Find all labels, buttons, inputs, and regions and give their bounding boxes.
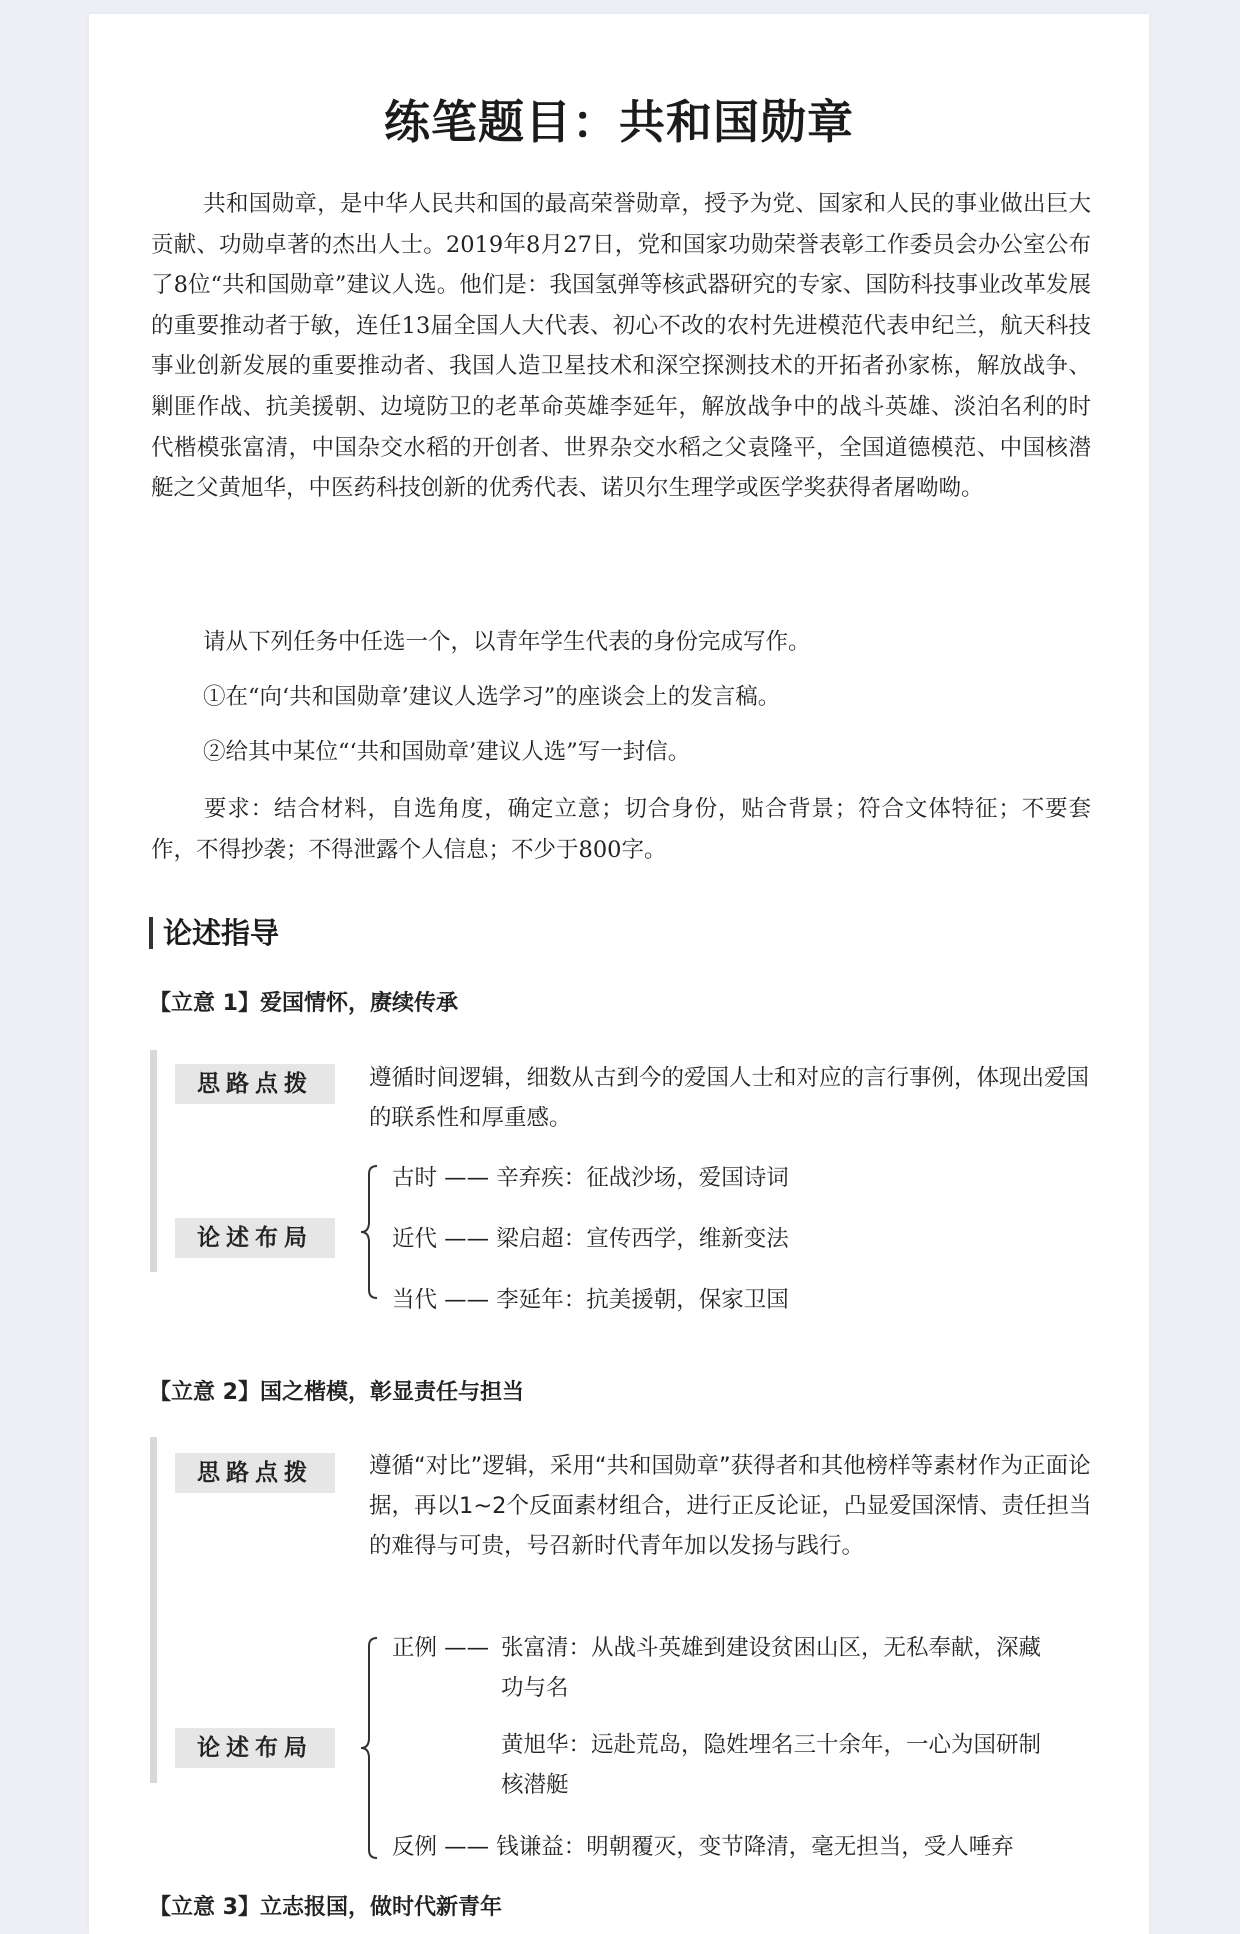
task-requirement-text: 要求：结合材料，自选角度，确定立意；切合身份，贴合背景；符合文体特征；不要套作，不得抄袭；不得泄露个人信息；不少于800字。 <box>151 796 1091 863</box>
point-3-head: 【立意 3】立志报国，做时代新青年 <box>149 1895 502 1920</box>
task-intro-text: 请从下列任务中任选一个，以青年学生代表的身份完成写作。 <box>203 629 811 655</box>
point-1-head: 【立意 1】爱国情怀，赓续传承 <box>149 991 458 1016</box>
point-1-bar <box>150 1050 157 1272</box>
point-2-thought-tag: 思路点拨 <box>175 1453 335 1493</box>
point-1-thought-tag: 思路点拨 <box>175 1064 335 1104</box>
point-1-layout-item: 近代 —— 梁启超：宣传西学，维新变法 <box>392 1226 789 1252</box>
task-1-text: ①在“向‘共和国勋章’建议人选学习”的座谈会上的发言稿。 <box>203 684 781 710</box>
point-2-layout-tag: 论述布局 <box>175 1728 335 1768</box>
point-2-brace <box>357 1634 381 1862</box>
point-1-brace <box>357 1162 381 1302</box>
document-page <box>89 14 1149 1934</box>
point-2-bar <box>150 1437 157 1783</box>
point-2-negative: 反例 —— 钱谦益：明朝覆灭，变节降清，毫无担当，受人唾弃 <box>392 1834 1014 1860</box>
point-2-positive-2: 黄旭华：远赴荒岛，隐姓埋名三十余年，一心为国研制 <box>501 1732 1042 1758</box>
point-1-layout-item: 当代 —— 李延年：抗美援朝，保家卫国 <box>392 1287 789 1313</box>
section-title: 论述指导 <box>149 917 279 949</box>
point-1-layout-item: 古时 —— 辛弃疾：征战沙场，爱国诗词 <box>392 1165 789 1191</box>
task-1 <box>151 677 1091 718</box>
page-title: 练笔题目：共和国勋章 <box>384 95 854 149</box>
point-2-head: 【立意 2】国之楷模，彰显责任与担当 <box>149 1380 524 1405</box>
point-2-positive-2-cont: 核潜艇 <box>501 1772 569 1798</box>
point-1-thought-text: 遵循时间逻辑，细数从古到今的爱国人士和对应的言行事例，体现出爱国的联系性和厚重感。 <box>369 1065 1090 1131</box>
point-2-positive-1: 张富清：从战斗英雄到建设贫困山区，无私奉献，深藏 <box>501 1635 1042 1661</box>
task-2-text: ②给其中某位“‘共和国勋章’建议人选”写一封信。 <box>203 739 691 765</box>
task-2 <box>151 732 1091 773</box>
point-2-positive-label: 正例 —— <box>392 1635 490 1661</box>
material-paragraph <box>151 184 1091 509</box>
task-requirement <box>151 789 1091 870</box>
material-text: 共和国勋章，是中华人民共和国的最高荣誉勋章，授予为党、国家和人民的事业做出巨大贡献、功勋卓著的杰出人士。2019年8月27日，党和国家功勋荣誉表彰工作委员会办公室公布了8位“共和国勋章”建议人选。他们是：我国氢弹等核武器研究的专家、国防科技事业改革发展的重要推动者于敏，连任13届全国人大代表、初心不改的农村先进模范代表申纪兰，航天科技事业创新发展的重要推动者、我国人造卫星技术和深空探测技术的开拓者孙家栋，解放战争、剿匪作战、抗美援朝、边境防卫的老革命英雄李延年，解放战争中的战斗英雄、淡泊名利的时代楷模张富清，中国杂交水稻的开创者、世界杂交水稻之父袁隆平，全国道德模范、中国核潜艇之父黄旭华，中医药科技创新的优秀代表、诺贝尔生理学或医学奖获得者屠呦呦。 <box>151 191 1091 502</box>
point-2-thought-text: 遵循“对比”逻辑，采用“共和国勋章”获得者和其他榜样等素材作为正面论据，再以1~2个反面素材组合，进行正反论证，凸显爱国深情、责任担当的难得与可贵，号召新时代青年加以发扬与践行。 <box>369 1453 1092 1559</box>
point-2-positive-1-cont: 功与名 <box>501 1675 569 1701</box>
task-intro <box>151 622 1091 663</box>
point-1-layout-tag: 论述布局 <box>175 1218 335 1258</box>
